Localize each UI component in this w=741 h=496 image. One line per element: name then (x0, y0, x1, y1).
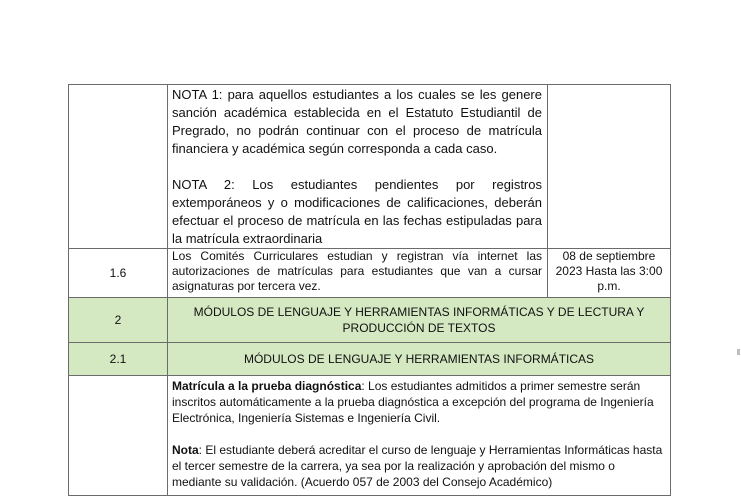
section-title: MÓDULOS DE LENGUAJE Y HERRAMIENTAS INFORMÁTICAS (168, 343, 671, 376)
number-cell (69, 376, 168, 496)
section-number: 2 (69, 298, 168, 343)
note-text: : El estudiante deberá acreditar el curso de lenguaje y Herramientas Informáticas hasta el tercer semestre de la carrera, ya sea por la realización y aprobación del mismo o mediante su validación. (Acuerdo 057 de 2003 del Consejo Académico) (172, 443, 663, 489)
row-text: Los Comités Curriculares estudian y registran vía internet las autorizaciones de matrículas para estudiantes que van a cursar asignaturas por tercera vez. (172, 249, 542, 293)
description-cell (168, 249, 548, 298)
section-header-row (69, 343, 671, 376)
note-paragraph (172, 442, 665, 490)
row-date: 08 de septiembre 2023 Hasta las 3:00 p.m. (548, 249, 671, 298)
table-row (69, 249, 671, 298)
schedule-table (68, 84, 671, 496)
number-cell (69, 85, 168, 249)
section-number: 2.1 (69, 343, 168, 376)
detail-cell (168, 376, 671, 496)
date-cell (548, 85, 671, 249)
section-header-row (69, 298, 671, 343)
nota-2: NOTA 2: Los estudiantes pendientes por registros extemporáneos y o modificaciones de calificaciones, deberán efectuar el proceso de matrícula en las fechas estipuladas para la matrícula extraordinaria (172, 177, 542, 246)
diagnostic-text: : Los estudiantes admitidos a primer semestre serán inscritos automáticamente a la prueba diagnóstica a excepción del programa de Ingeniería Electrónica, Ingeniería Sistemas e Ingeniería Civil. (172, 379, 654, 425)
nota-1: NOTA 1: para aquellos estudiantes a los cuales se les genere sanción académica establecida en el Estatuto Estudiantil de Pregrado, no podrán continuar con el proceso de matrícula financiera y académica según corresponda a cada caso. (172, 87, 542, 156)
description-cell (168, 85, 548, 249)
table-row (69, 376, 671, 496)
page-edge-mark (737, 349, 740, 355)
diagnostic-paragraph (172, 378, 665, 426)
row-number: 1.6 (69, 249, 168, 298)
note-label: Nota (172, 443, 199, 457)
diagnostic-label: Matrícula a la prueba diagnóstica (172, 379, 362, 393)
table-row (69, 85, 671, 249)
section-title: MÓDULOS DE LENGUAJE Y HERRAMIENTAS INFORMÁTICAS Y DE LECTURA Y PRODUCCIÓN DE TEXTOS (168, 298, 671, 343)
